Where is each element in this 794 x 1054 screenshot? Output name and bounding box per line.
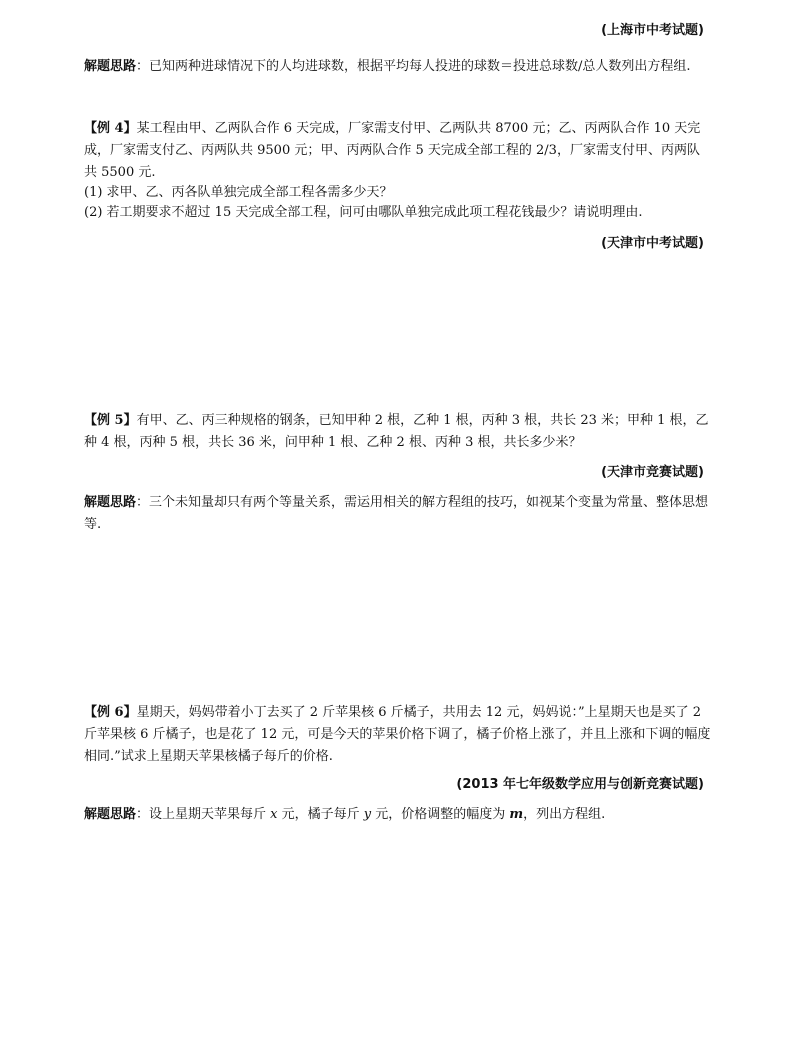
hint-paragraph-1 — [84, 56, 712, 78]
hint-text-part: ：设上星期天苹果每斤 — [136, 807, 271, 822]
source-tianjin-exam: (天津市中考试题) — [601, 236, 704, 251]
hint-text-part: 元，橘子每斤 — [277, 807, 364, 822]
hint-paragraph-3 — [84, 804, 712, 826]
example-6-label: 【例 6】 — [84, 705, 137, 720]
example-4-question-2: (2) 若工期要求不超过 15 天完成全部工程，问可由哪队单独完成此项工程花钱最少？请说明理由. — [84, 205, 643, 220]
example-6-paragraph — [84, 702, 712, 768]
source-2013-competition: (2013 年七年级数学应用与创新竞赛试题) — [456, 777, 704, 792]
variable-y: y — [363, 807, 372, 822]
example-4-paragraph — [84, 118, 712, 184]
example-5-paragraph — [84, 410, 712, 454]
hint-paragraph-2 — [84, 492, 712, 536]
example-4-label: 【例 4】 — [84, 121, 137, 136]
source-tianjin-competition: (天津市竞赛试题) — [601, 465, 704, 480]
hint-label: 解题思路 — [84, 59, 137, 74]
hint-label: 解题思路 — [84, 495, 137, 510]
variable-m: m — [509, 807, 524, 822]
example-5-text: 有甲、乙、丙三种规格的钢条，已知甲种 2 根，乙种 1 根，丙种 3 根，共长 23 米；甲种 1 根，乙种 4 根，丙种 5 根，共长 36 米，问甲种 1 根、乙种 2 根、丙种 3 根，共长多少米？ — [84, 413, 709, 450]
example-6-text: 星期天，妈妈带着小丁去买了 2 斤苹果核 6 斤橘子，共用去 12 元，妈妈说：”上星期天也是买了 2 斤苹果核 6 斤橘子，也是花了 12 元，可是今天的苹果价格下调了，橘子价格上涨了，并且上涨和下调的幅度相同.”试求上星期天苹果核橘子每斤的价格. — [84, 705, 711, 764]
variable-x: x — [270, 807, 278, 822]
hint-text: ：已知两种进球情况下的人均进球数，根据平均每人投进的球数＝投进总球数/总人数列出方程组. — [136, 59, 691, 74]
hint-text-part: ，列出方程组. — [523, 807, 606, 822]
hint-label: 解题思路 — [84, 807, 137, 822]
hint-text-part: 元，价格调整的幅度为 — [371, 807, 510, 822]
source-shanghai: (上海市中考试题) — [601, 23, 704, 38]
example-4-text: 某工程由甲、乙两队合作 6 天完成，厂家需支付甲、乙两队共 8700 元；乙、丙两队合作 10 天完成，厂家需支付乙、丙两队共 9500 元；甲、丙两队合作 5 天完成全部工程的 2/3，厂家需支付甲、丙两队共 5500 元. — [84, 121, 701, 180]
example-5-label: 【例 5】 — [84, 413, 137, 428]
example-4-question-1: (1) 求甲、乙、丙各队单独完成全部工程各需多少天？ — [84, 185, 393, 200]
hint-text: ：三个未知量却只有两个等量关系，需运用相关的解方程组的技巧，如视某个变量为常量、整体思想等. — [84, 495, 709, 532]
